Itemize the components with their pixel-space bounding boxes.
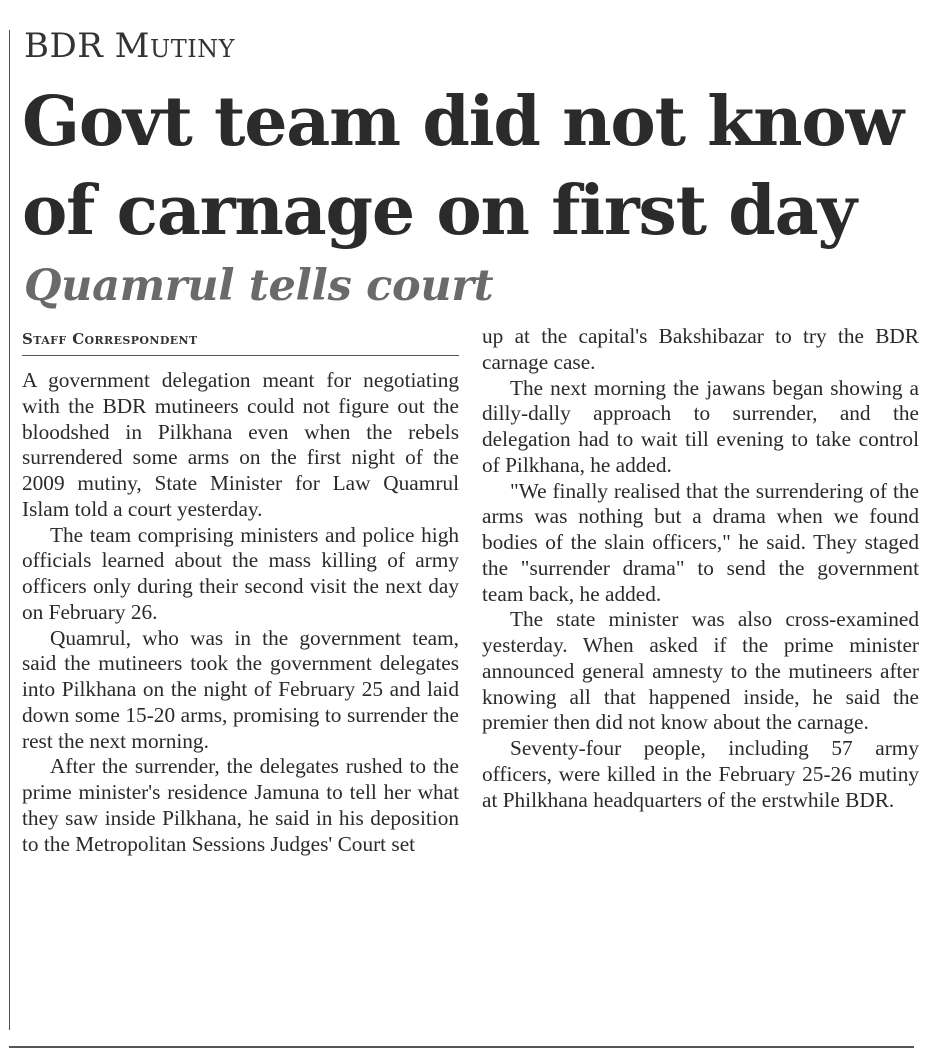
- paragraph: up at the capital's Bakshibazar to try the BDR carnage case.: [482, 324, 919, 374]
- paragraph: Seventy-four people, including 57 army officers, were killed in the February 25-26 mutiny at Philkhana headquarters of the erstwhile BDR.: [482, 736, 919, 812]
- bottom-rule: [9, 1046, 914, 1048]
- section-kicker: BDR Mutiny: [24, 26, 236, 66]
- byline-rule: [22, 355, 459, 356]
- paragraph: After the surrender, the delegates rushed to the prime minister's residence Jamuna to tell her what they saw inside Pilkhana, he said in his deposition to the Metropolitan Sessions Judges' Court set: [22, 754, 459, 856]
- right-column: [482, 324, 919, 813]
- subheadline: Quamrul tells court: [24, 261, 494, 311]
- headline: Govt team did not know of carnage on first day: [22, 82, 903, 251]
- paragraph: The team comprising ministers and police high officials learned about the mass killing of army officers only during their second visit the next day on February 26.: [22, 522, 459, 624]
- paragraph: The next morning the jawans began showing a dilly-dally approach to surrender, and the delegation had to wait till evening to take control of Pilkhana, he added.: [482, 375, 919, 477]
- paragraph: The state minister was also cross-examined yesterday. When asked if the prime minister announced general amnesty to the mutineers after knowing all that happened inside, he said the premier then did not know about the carnage.: [482, 607, 919, 735]
- paragraph: Quamrul, who was in the government team, said the mutineers took the government delegates into Pilkhana on the night of February 25 and laid down some 15-20 arms, promising to surrender the rest the next morning.: [22, 625, 459, 753]
- paragraph: "We finally realised that the surrendering of the arms was nothing but a drama when we found bodies of the slain officers," he said. They staged the "surrender drama" to send the government team back, he added.: [482, 478, 919, 606]
- paragraph: A government delegation meant for negotiating with the BDR mutineers could not figure out the bloodshed in Pilkhana even when the rebels surrendered some arms on the first night of the 2009 mutiny, State Minister for Law Quamrul Islam told a court yesterday.: [22, 368, 459, 521]
- left-column-rule: [9, 30, 10, 1030]
- byline: Staff Correspondent: [22, 330, 198, 348]
- left-column: [22, 368, 459, 857]
